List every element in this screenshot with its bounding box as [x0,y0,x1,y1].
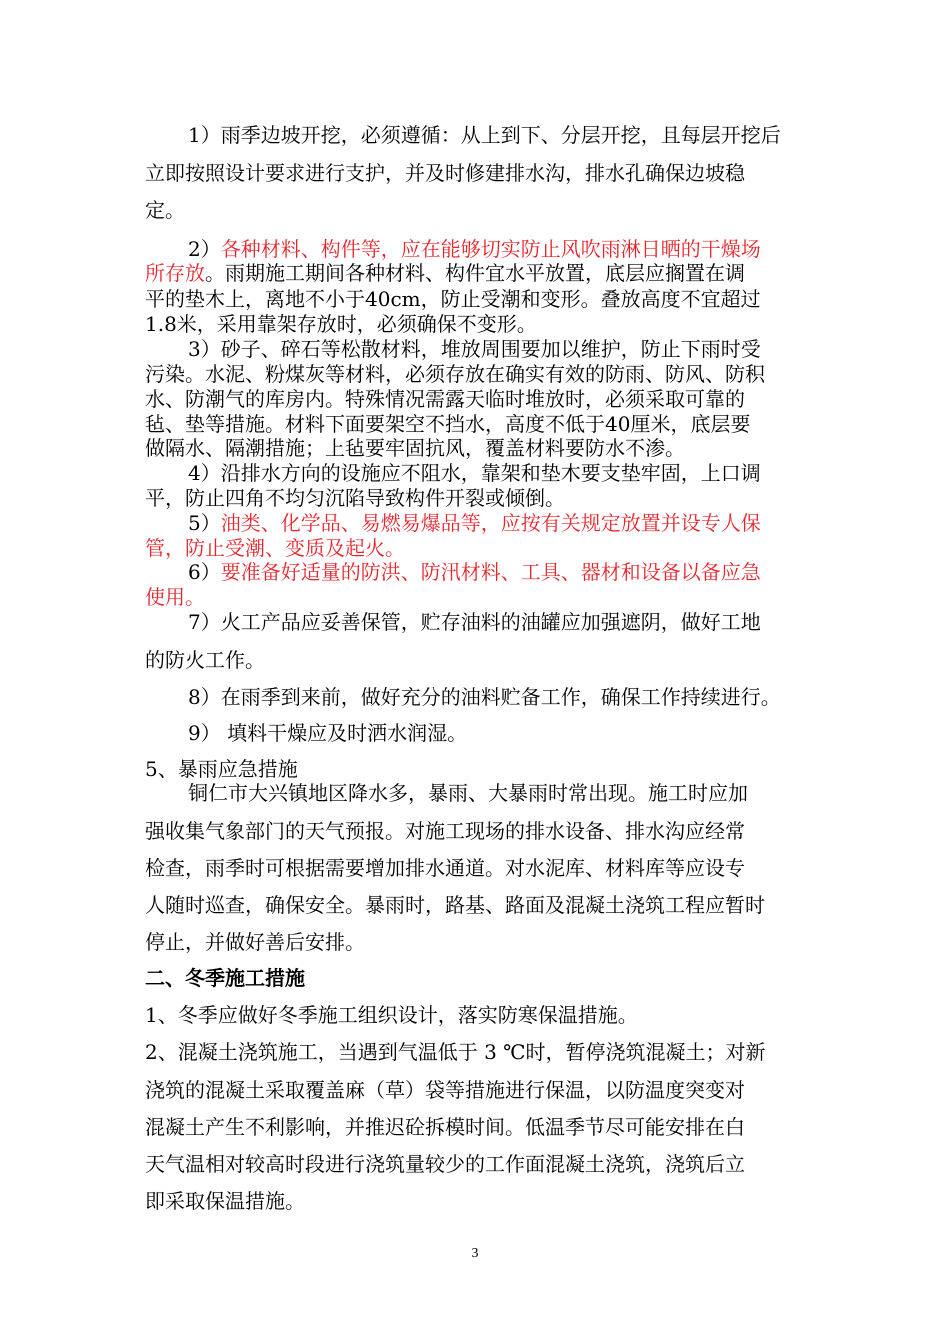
text-line: 平的垫木上，离地不小于40cm，防止受潮和变形。叠放高度不宜超过 [145,287,761,311]
text-line: 人随时巡查，确保安全。暴雨时，路基、路面及混凝土浇筑工程应暂时 [145,893,765,917]
text-line: 毡、垫等措施。材料下面要架空不挡水，高度不低于40厘米，底层要 [145,412,751,436]
highlighted-text: 使用。 [145,585,205,609]
page-number: 3 [471,1246,479,1261]
text-line: 浇筑的混凝土采取覆盖麻（草）袋等措施进行保温，以防温度突变对 [145,1078,745,1102]
text-line: 7）火工产品应妥善保管，贮存油料的油罐应加强遮阴，做好工地 [188,610,761,634]
text-line: 2、混凝土浇筑施工，当遇到气温低于 3 ℃时，暂停浇筑混凝土；对新 [145,1040,766,1064]
text-line [188,236,868,262]
text-segment: 。雨期施工期间各种材料、构件宜水平放置，底层应搁置在调 [205,261,745,285]
text-line: 8）在雨季到来前，做好充分的油料贮备工作，确保工作持续进行。 [188,685,781,709]
text-line [188,559,868,585]
text-line: 定。 [145,198,185,222]
text-segment: 6） [188,560,221,584]
text-line: 即采取保温措施。 [145,1189,305,1213]
chapter-heading: 二、冬季施工措施 [145,966,305,990]
text-line: 污染。水泥、粉煤灰等材料，必须存放在确实有效的防雨、防风、防积 [145,362,765,386]
text-line: 强收集气象部门的天气预报。对施工现场的排水设备、排水沟应经常 [145,819,745,843]
text-line: 立即按照设计要求进行支护，并及时修建排水沟，排水孔确保边坡稳 [145,161,745,185]
highlighted-text: 各种材料、构件等，应在能够切实防止风吹雨淋日晒的干燥场 [220,237,761,261]
text-line: 检查，雨季时可根据需要增加排水通道。对水泥库、材料库等应设专 [145,856,745,880]
highlighted-text: 要准备好适量的防洪、防汛材料、工具、器材和设备以备应急 [220,560,761,584]
text-line: 天气温相对较高时段进行浇筑量较少的工作面混凝土浇筑，浇筑后立 [145,1152,745,1176]
text-line: 1.8米，采用靠架存放时，必须确保不变形。 [145,312,537,336]
highlighted-text: 管，防止受潮、变质及起火。 [145,536,405,560]
text-segment: 2） [188,237,221,261]
text-line: 水、防潮气的库房内。特殊情况需露天临时堆放时，必须采取可靠的 [145,387,745,411]
text-line [188,510,868,536]
text-line: 停止，并做好善后安排。 [145,930,365,954]
text-line: 铜仁市大兴镇地区降水多，暴雨、大暴雨时常出现。施工时应加 [188,781,748,805]
text-line: 3）砂子、碎石等松散材料，堆放周围要加以维护，防止下雨时受 [188,337,761,361]
text-line: 1）雨季边坡开挖，必须遵循：从上到下、分层开挖，且每层开挖后 [188,123,781,147]
text-line: 做隔水、隔潮措施；上毡要牢固抗风，覆盖材料要防水不渗。 [145,436,685,460]
highlighted-text: 油类、化学品、易燃易爆品等，应按有关规定放置并设专人保 [220,511,761,535]
text-line: 的防火工作。 [145,648,265,672]
text-line: 1、冬季应做好冬季施工组织设计，落实防寒保温措施。 [145,1003,638,1027]
text-line: 混凝土产生不利影响，并推迟砼拆模时间。低温季节尽可能安排在白 [145,1115,745,1139]
text-segment: 5） [188,511,221,535]
text-line: 9） 填料干燥应及时洒水润湿。 [188,721,468,745]
text-line [145,260,825,286]
text-line: 4）沿排水方向的设施应不阻水，靠架和垫木要支垫牢固，上口调 [188,461,761,485]
section-heading: 5、暴雨应急措施 [145,757,298,781]
text-line: 平，防止四角不均匀沉陷导致构件开裂或倾倒。 [145,486,565,510]
highlighted-text: 所存放 [145,261,205,285]
